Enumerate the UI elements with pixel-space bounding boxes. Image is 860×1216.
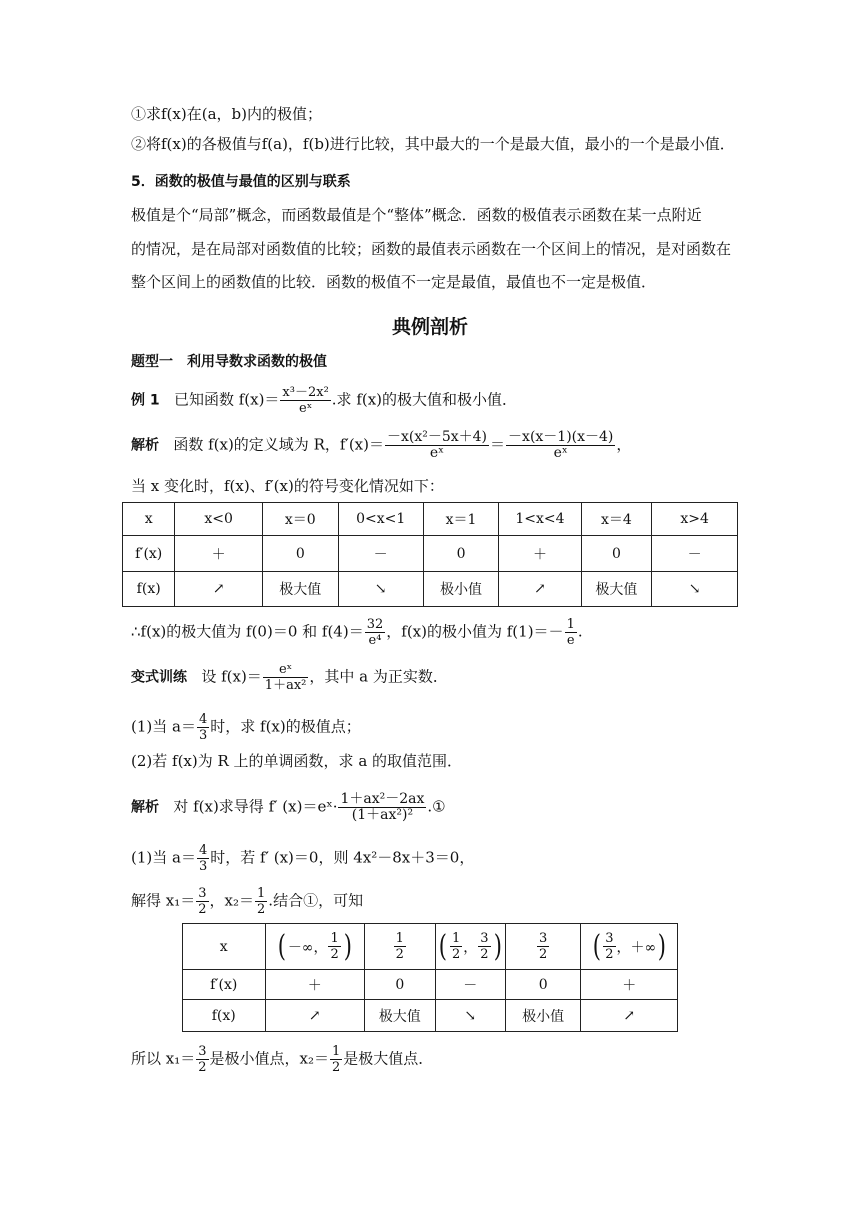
variant-frac-den: 1＋ax² xyxy=(264,678,307,693)
conclusion2-frac2-num: 1 xyxy=(332,1044,341,1059)
table-cell: ↗ xyxy=(265,1000,365,1032)
frac-den: 2 xyxy=(451,947,461,962)
bracket-left: ( xyxy=(277,928,287,964)
interval-fraction xyxy=(603,931,615,962)
solution2-text-1: 对 f(x)求导得 f′ (x)＝eˣ· xyxy=(173,797,338,816)
solution1-eq: ＝ xyxy=(490,435,506,454)
s2-line3-frac2-den: 2 xyxy=(257,902,266,917)
conclusion2-frac1-den: 2 xyxy=(198,1060,207,1075)
s2-line3-frac1-den: 2 xyxy=(198,902,207,917)
paragraph-line-1: 极值是个“局部”概念，而函数最值是个“整体”概念．函数的极值表示函数在某一点附近 xyxy=(131,206,702,224)
solution1 xyxy=(131,430,631,461)
example1-fraction xyxy=(280,385,330,416)
frac-num: 3 xyxy=(539,931,548,946)
solution1-text: 函数 f(x)的定义域为 R，f′(x)＝ xyxy=(173,435,384,454)
table-cell: 极大值 xyxy=(365,1000,435,1032)
table-cell: 0<x<1 xyxy=(338,503,423,536)
conclusion1-frac2-den: e xyxy=(566,633,575,648)
frac-num: 3 xyxy=(480,931,489,946)
solution1-frac1-num: －x(x²－5x＋4) xyxy=(386,429,488,445)
interval-fraction xyxy=(450,931,462,962)
table-row xyxy=(183,970,678,1000)
conclusion2-text-2: 是极小值点，x₂＝ xyxy=(209,1049,330,1068)
bracket-left: ( xyxy=(438,928,448,964)
s2-line2-text-2: 时，若 f′ (x)＝0，则 4x²－8x＋3＝0， xyxy=(210,848,475,867)
section5-heading: 5．函数的极值与最值的区别与联系 xyxy=(131,174,351,190)
q1-text-1: (1)当 a＝ xyxy=(131,717,196,736)
solution2-line-2 xyxy=(131,843,474,874)
table-row xyxy=(183,924,678,970)
bracket-right: ) xyxy=(493,928,502,964)
table-cell xyxy=(365,924,435,970)
paragraph-line-2: 的情况，是在局部对函数值的比较；函数的最值表示函数在一个区间上的情况，是对函数在 xyxy=(131,240,732,258)
table-cell: ＋ xyxy=(499,536,581,572)
table-cell: 0 xyxy=(365,970,435,1000)
solution1-frac1-den: eˣ xyxy=(429,445,445,461)
variant-frac-num: eˣ xyxy=(263,662,309,678)
table-cell: 极大值 xyxy=(263,572,339,607)
interval-left-bound: －∞， xyxy=(287,939,328,956)
conclusion1-fraction-1 xyxy=(365,617,386,648)
table-cell: － xyxy=(652,536,738,572)
table-cell: ＋ xyxy=(581,970,678,1000)
sign-table-1 xyxy=(122,502,738,607)
interval-cell xyxy=(276,928,353,964)
variant-text-1: 设 f(x)＝ xyxy=(201,667,262,686)
s2-line2-frac-num: 4 xyxy=(198,843,208,858)
bracket-right: ) xyxy=(343,928,352,964)
table-cell: 0 xyxy=(581,536,652,572)
conclusion2-text-3: 是极大值点． xyxy=(343,1049,434,1068)
s2-line3-frac2-num: 1 xyxy=(257,886,266,901)
table-cell: ＋ xyxy=(175,536,263,572)
table-cell xyxy=(265,924,365,970)
example1-frac-den: eˣ xyxy=(299,401,313,416)
table-cell xyxy=(435,924,505,970)
example1-text-after: .求 f(x)的极大值和极小值． xyxy=(331,390,518,409)
interval-cell xyxy=(591,928,668,964)
solution2-frac-num: 1＋ax²－2ax xyxy=(340,791,425,807)
example1-label: 例 1 xyxy=(131,392,160,409)
table-row xyxy=(123,536,738,572)
table-cell xyxy=(505,924,580,970)
example1-frac-num: x³－2x² xyxy=(282,385,329,400)
table-cell: － xyxy=(338,536,423,572)
frac-num: 1 xyxy=(330,931,339,946)
conclusion1 xyxy=(131,617,583,648)
conclusion1-part3: . xyxy=(577,622,583,641)
table-row xyxy=(123,572,738,607)
table-cell: f′(x) xyxy=(183,970,266,1000)
s2-line2-frac-den: 3 xyxy=(198,859,208,874)
question-2: (2)若 f(x)为 R 上的单调函数，求 a 的取值范围． xyxy=(131,752,463,770)
variant-fraction xyxy=(263,662,309,693)
conclusion1-frac1-num: 32 xyxy=(366,617,384,632)
conclusion1-part2: ，f(x)的极小值为 f(1)＝－ xyxy=(386,622,564,641)
example1 xyxy=(131,385,517,416)
table-row xyxy=(183,1000,678,1032)
table-cell: 0 xyxy=(423,536,499,572)
table-cell: ↘ xyxy=(652,572,738,607)
solution1-frac2-den: eˣ xyxy=(553,445,568,461)
solution2-label: 解析 xyxy=(131,799,159,816)
frac-den: 2 xyxy=(330,947,339,962)
table-cell xyxy=(581,924,678,970)
solution2-frac-den: (1＋ax²)² xyxy=(351,807,414,823)
q1-frac-den: 3 xyxy=(198,728,208,743)
s2-line3-fraction-2 xyxy=(255,886,267,917)
solution2-text-2: .① xyxy=(427,797,446,816)
example1-text-before: 已知函数 f(x)＝ xyxy=(173,390,280,409)
question-1 xyxy=(131,712,361,743)
table-cell: － xyxy=(435,970,505,1000)
interval-comma: ， xyxy=(463,939,478,956)
q1-text-2: 时，求 f(x)的极值点； xyxy=(210,717,361,736)
frac-num: 1 xyxy=(395,931,404,946)
frac-den: 2 xyxy=(605,947,614,962)
s2-line3-text-2: ，x₂＝ xyxy=(209,891,255,910)
conclusion1-fraction-2 xyxy=(565,617,577,648)
table-cell: x<0 xyxy=(175,503,263,536)
step1-text: ①求f(x)在(a，b)内的极值； xyxy=(131,105,322,123)
solution2 xyxy=(131,792,446,823)
frac-num: 1 xyxy=(451,931,461,946)
table-cell: ↘ xyxy=(338,572,423,607)
table-cell: 极大值 xyxy=(581,572,652,607)
variant-text-2: ，其中 a 为正实数． xyxy=(309,667,448,686)
conclusion2-frac2-den: 2 xyxy=(332,1060,341,1075)
interval-right-bound: ，＋∞ xyxy=(616,939,657,956)
conclusion1-frac1-den: e⁴ xyxy=(368,633,382,648)
s2-line3-fraction-1 xyxy=(196,886,208,917)
s2-line3-text-1: 解得 x₁＝ xyxy=(131,891,196,910)
step2-text: ②将f(x)的各极值与f(a)，f(b)进行比较，其中最大的一个是最大值，最小的一个是最小值． xyxy=(131,135,735,153)
frac-den: 2 xyxy=(395,947,404,962)
conclusion1-part1: ∴f(x)的极大值为 f(0)＝0 和 f(4)＝ xyxy=(131,622,364,641)
table-cell: f(x) xyxy=(183,1000,266,1032)
conclusion2-fraction-1 xyxy=(196,1044,208,1075)
table-row xyxy=(123,503,738,536)
interval-fraction xyxy=(478,931,490,962)
s2-line2-text-1: (1)当 a＝ xyxy=(131,848,196,867)
table-cell: x>4 xyxy=(652,503,738,536)
conclusion2 xyxy=(131,1044,433,1075)
table-cell: 0 xyxy=(263,536,339,572)
table-cell: 0 xyxy=(505,970,580,1000)
table-cell: f′(x) xyxy=(123,536,175,572)
table-cell: ↗ xyxy=(499,572,581,607)
s2-line3-frac1-num: 3 xyxy=(198,886,207,901)
conclusion2-fraction-2 xyxy=(330,1044,342,1075)
table-cell: 极小值 xyxy=(505,1000,580,1032)
point-fraction xyxy=(394,931,406,962)
solution1-tail: ， xyxy=(616,435,632,454)
solution1-fraction-1 xyxy=(385,430,489,461)
solution1-label: 解析 xyxy=(131,437,159,454)
conclusion1-frac2-num: 1 xyxy=(566,617,575,632)
table-cell: x xyxy=(183,924,266,970)
conclusion2-text-1: 所以 x₁＝ xyxy=(131,1049,196,1068)
q1-frac-num: 4 xyxy=(198,712,208,727)
sign-table-2 xyxy=(182,923,678,1032)
table-cell: f(x) xyxy=(123,572,175,607)
interval-cell xyxy=(437,928,503,964)
bracket-right: ) xyxy=(657,928,667,964)
frac-den: 2 xyxy=(539,947,548,962)
solution2-fraction xyxy=(338,792,426,823)
table-cell: x＝0 xyxy=(263,503,339,536)
variant-training xyxy=(131,662,448,693)
table-cell: ↗ xyxy=(581,1000,678,1032)
interval-fraction xyxy=(328,931,340,962)
s2-line2-fraction xyxy=(197,843,209,874)
frac-num: 3 xyxy=(605,931,614,946)
table-cell: ＋ xyxy=(265,970,365,1000)
point-fraction xyxy=(537,931,549,962)
q1-fraction xyxy=(197,712,209,743)
table-cell: 极小值 xyxy=(423,572,499,607)
table-cell: x＝1 xyxy=(423,503,499,536)
paragraph-line-3: 整个区间上的函数值的比较．函数的极值不一定是最值，最值也不一定是极值． xyxy=(131,273,657,291)
conclusion2-frac1-num: 3 xyxy=(198,1044,207,1059)
solution1-frac2-num: －x(x－1)(x－4) xyxy=(508,429,614,445)
table-cell: ↗ xyxy=(175,572,263,607)
table-cell: x xyxy=(123,503,175,536)
s2-line3-text-3: .结合①，可知 xyxy=(268,891,364,910)
frac-den: 2 xyxy=(480,947,489,962)
variant-label: 变式训练 xyxy=(131,669,187,686)
bracket-left: ( xyxy=(592,928,601,964)
table-cell: ↘ xyxy=(435,1000,505,1032)
table-cell: 1<x<4 xyxy=(499,503,581,536)
section-title: 典例剖析 xyxy=(391,316,468,338)
table-cell: x＝4 xyxy=(581,503,652,536)
solution2-line-3 xyxy=(131,886,363,917)
solution1-fraction-2 xyxy=(506,430,615,461)
type1-heading: 题型一 利用导数求函数的极值 xyxy=(131,354,327,370)
solution1-intro: 当 x 变化时，f(x)、f′(x)的符号变化情况如下： xyxy=(131,477,444,495)
